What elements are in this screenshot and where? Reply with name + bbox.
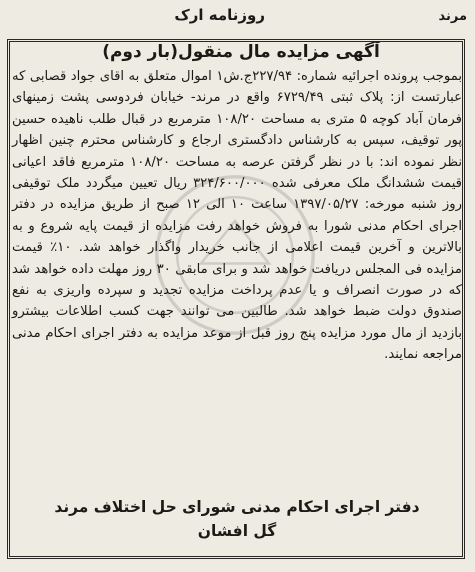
notice-body-paragraph: بموجب پرونده اجرائیه شماره: ۲۲۷/۹۴ج.ش۱ اموال متعلق به اقای جواد قصابی که عبارتست از: پلاک ثبتی ۶۷۲۹/۴۹ واقع در مرند- خیابان فردوسی پشت زمینهای فرمان آباد کوچه ۵ متری به مساحت ۱۰۸/۲۰ مترمربع در قبال طلب ناهیده حسین پور توقیف، سپس به کارشناس دادگستری ارجاع و کارشناس محترم چنین اظهار نظر نموده اند: با در نظر گرفتن عرصه به مساحت ۱۰۸/۲۰ مترمربع فاقد اعیانی قیمت ششدانگ ملک معرفی شده ۳۲۴/۶۰۰/۰۰۰ ریال تعیین میگردد ملک توقیفی روز شنبه مورخه: ۱۳۹۷/۰۵/۲۷ ساعت ۱۰ الی ۱۲ صبح از طریق مزایده در دفتر اجرای احکام مدنی شورا به فروش خواهد رفت مزایده از قیمت پایه شروع و به بالاترین و آخرین قیمت اعلامی از جانب خریدار واگذار خواهد شد. ۱۰٪ قیمت مزایده فی المجلس دریافت خواهد شد و برای مابقی ۳۰ روز مهلت داده خواهد شد که در صورت انصراف و یا عدم پرداخت مزایده تجدید و سپرده واریزی به نفع صندوق دولت ضبط خواهد شد. طالبین می توانند جهت کسب اطلاعات بیشترو بازدید از مال مورد مزایده پنج روز قبل از موعد مزایده به دفتر اجرای احکام مدنی مراجعه نمایند.	[12, 69, 463, 363]
notice-body	[12, 66, 462, 366]
city-label: مرند	[438, 9, 467, 24]
notice-headline: آگهی مزایده مال منقول(بار دوم)	[102, 42, 380, 62]
signature-name: گل افشان	[197, 522, 277, 540]
signature-office: دفتر اجرای احکام مدنی شورای حل اختلاف مرند	[54, 498, 420, 516]
newspaper-name: روزنامه ارک	[174, 6, 265, 24]
notice-signature	[12, 495, 462, 543]
